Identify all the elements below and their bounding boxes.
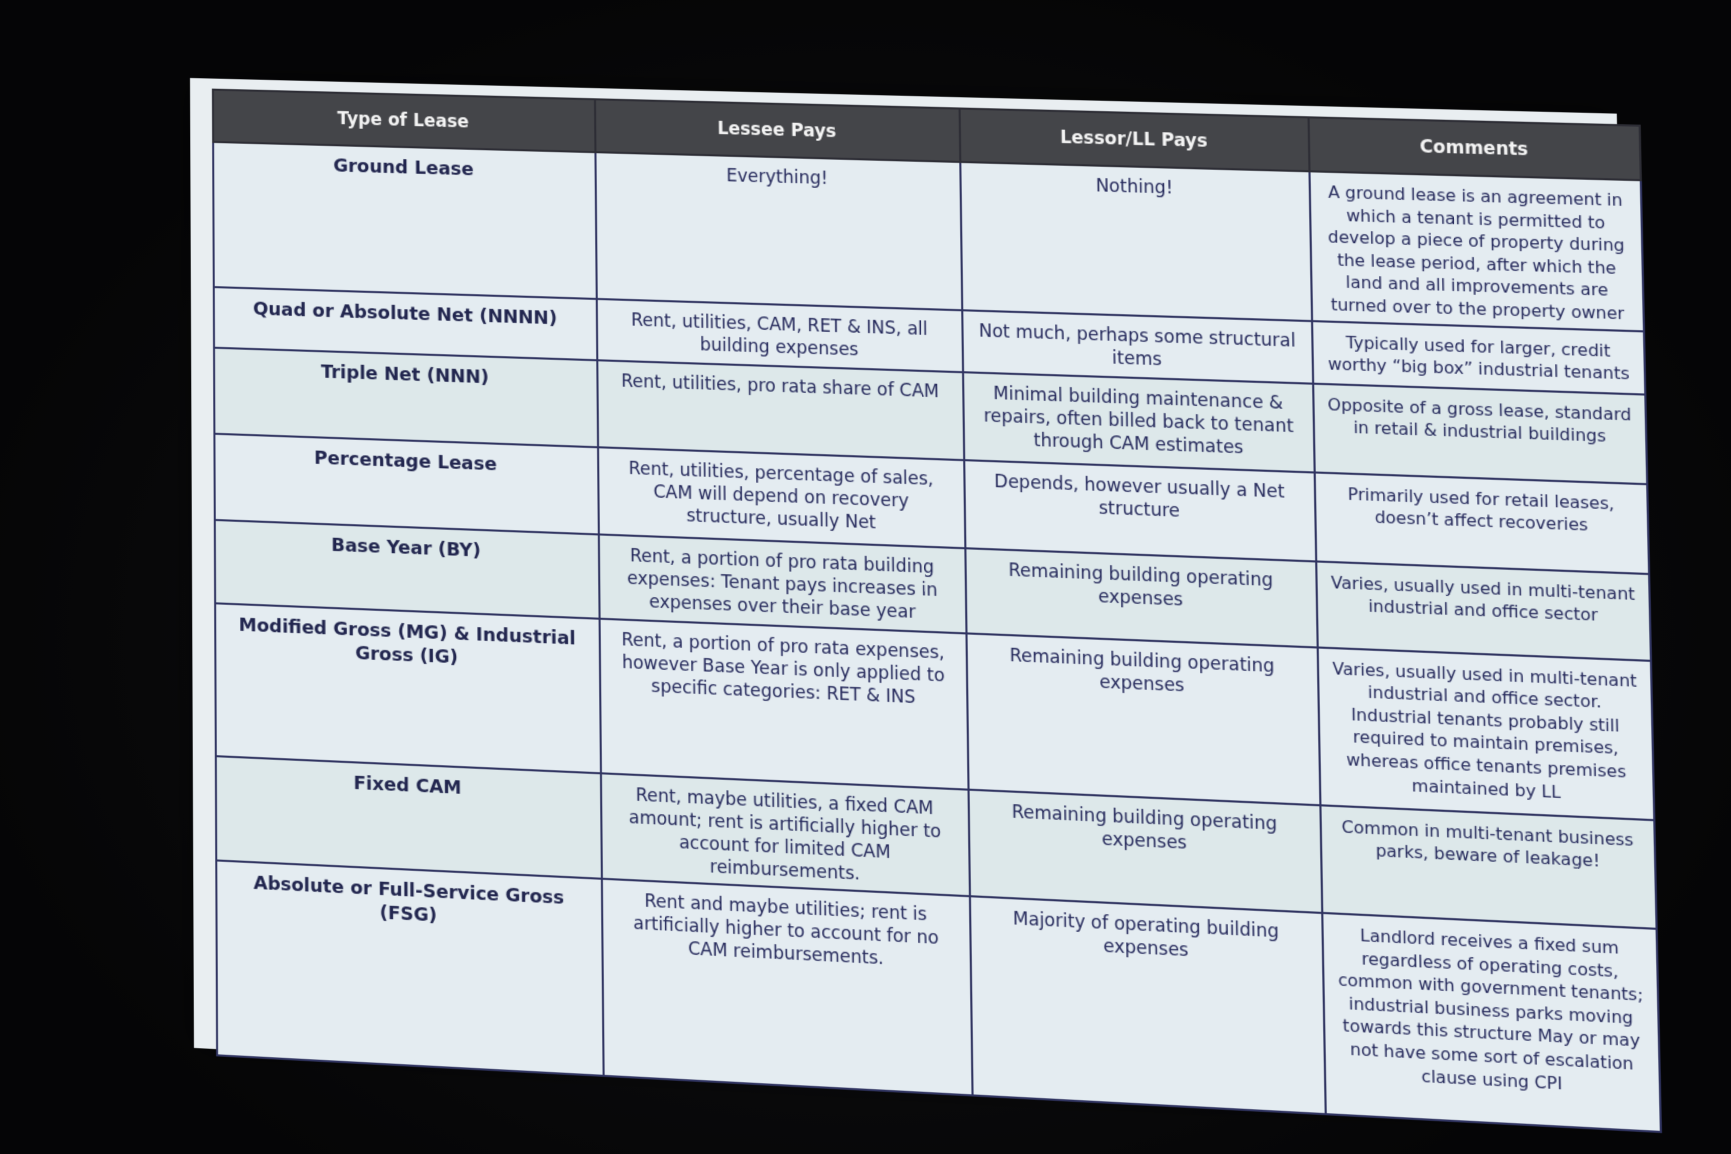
lessee-pays-cell: Rent and maybe utilities; rent is artificially higher to account for no CAM reimbursements. (602, 879, 973, 1096)
lessor-pays-cell: Minimal building maintenance & repairs, often billed back to tenant through CAM estimates (963, 372, 1315, 472)
comments-cell: Landlord receives a fixed sum regardless of operating costs, common with government tenants; industrial business parks moving towards this structure May or may not have some sort of escalation clause using CPI (1322, 913, 1661, 1132)
lessee-pays-cell: Rent, a portion of pro rata expenses, however Base Year is only applied to specific categories: RET & INS (600, 618, 969, 789)
comments-cell: Varies, usually used in multi-tenant industrial and office sector (1316, 561, 1651, 660)
lessee-pays-cell: Rent, maybe utilities, a fixed CAM amount; rent is artificially higher to account for limited CAM reimbursements. (601, 773, 970, 896)
lease-type-cell: Absolute or Full-Service Gross (FSG) (216, 860, 603, 1075)
lessee-pays-cell: Everything! (595, 152, 962, 310)
header-lessor-pays: Lessor/LL Pays (960, 109, 1310, 172)
comments-cell: Typically used for larger, credit worthy “big box” industrial tenants (1312, 321, 1645, 394)
lease-type-cell: Ground Lease (213, 142, 597, 299)
lessee-pays-cell: Rent, utilities, CAM, RET & INS, all building expenses (597, 299, 963, 372)
lessor-pays-cell: Nothing! (960, 162, 1312, 321)
header-type-of-lease: Type of Lease (213, 90, 596, 153)
lease-type-cell: Triple Net (NNN) (214, 347, 598, 447)
lease-type-cell: Modified Gross (MG) & Industrial Gross (IG) (215, 603, 601, 773)
lessee-pays-cell: Rent, utilities, percentage of sales, CAM will depend on recovery structure, usually Net (598, 447, 965, 548)
lease-types-table (212, 89, 1662, 1133)
header-comments: Comments (1309, 117, 1641, 180)
lease-type-cell: Base Year (BY) (215, 520, 600, 619)
lessor-pays-cell: Not much, perhaps some structural items (962, 310, 1313, 383)
lessee-pays-cell: Rent, a portion of pro rata building expenses: Tenant pays increases in expenses over their base year (599, 534, 967, 633)
header-lessee-pays: Lessee Pays (595, 99, 960, 162)
comments-cell: Common in multi-tenant business parks, beware of leakage! (1320, 805, 1656, 929)
comments-cell: Primarily used for retail leases, doesn’t affect recoveries (1315, 472, 1649, 574)
comments-cell: A ground lease is an agreement in which a tenant is permitted to develop a piece of property during the lease period, after which the land and all improvements are turned over to the property owner (1309, 171, 1643, 331)
lessor-pays-cell: Remaining building operating expenses (969, 789, 1323, 913)
lessor-pays-cell: Remaining building operating expenses (965, 548, 1317, 647)
lessor-pays-cell: Majority of operating building expenses (970, 896, 1326, 1114)
lessor-pays-cell: Remaining building operating expenses (966, 633, 1320, 805)
lease-type-cell: Fixed CAM (216, 756, 602, 879)
projector-screen (190, 78, 1644, 1124)
lease-type-cell: Quad or Absolute Net (NNNN) (214, 287, 598, 360)
comments-cell: Opposite of a gross lease, standard in retail & industrial buildings (1313, 383, 1647, 484)
lessee-pays-cell: Rent, utilities, pro rata share of CAM (597, 360, 964, 460)
lease-type-cell: Percentage Lease (214, 433, 598, 534)
comments-cell: Varies, usually used in multi-tenant industrial and office sector. Industrial tenants probably still required to maintain premises, whereas office tenants premises maintained by LL (1318, 647, 1655, 820)
lessor-pays-cell: Depends, however usually a Net structure (964, 460, 1316, 561)
